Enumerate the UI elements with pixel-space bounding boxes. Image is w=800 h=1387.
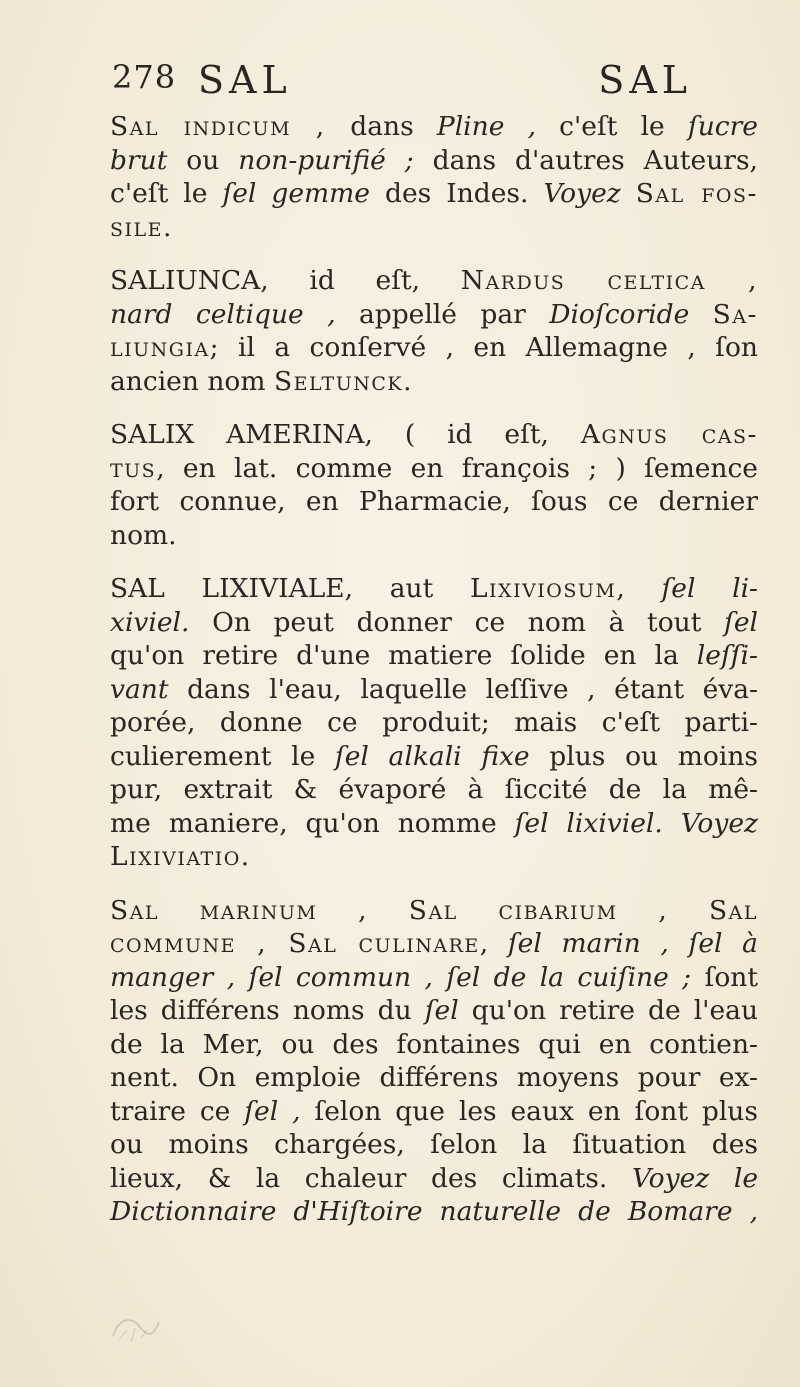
text-line: ancien nom Seltunck. xyxy=(110,365,413,397)
text-line: porée, donne ce produit; mais c'eſt parti- xyxy=(110,707,758,738)
text-line: SALIX AMERINA, ( id eſt, Agnus cas- xyxy=(110,419,758,450)
text-line: Lixiviatio. xyxy=(110,841,251,872)
text-line: ou moins chargées, ſelon la ſituation des xyxy=(110,1129,758,1160)
entry-sal-indicum xyxy=(110,110,758,244)
text-line: sile. xyxy=(110,211,173,243)
text-line: tus, en lat. comme en françois ; ) ſemence xyxy=(110,452,758,484)
text-line: nent. On emploie différens moyens pour ex- xyxy=(110,1062,758,1093)
text-line: qu'on retire d'une matiere ſolide en la leſſi- xyxy=(110,640,758,671)
running-header xyxy=(112,58,692,102)
header-left-word: SAL xyxy=(198,58,292,102)
text-line: fort connue, en Pharmacie, ſous ce dernier xyxy=(110,486,758,517)
page-number: 278 xyxy=(112,58,177,96)
text-line: Sal marinum , Sal cibarium , Sal xyxy=(110,894,758,926)
text-line: me maniere, qu'on nomme ſel lixiviel. Voyez xyxy=(110,807,758,839)
text-line: manger , ſel commun , ſel de la cuiſine ; ſont xyxy=(110,961,759,993)
entry-saliunca xyxy=(110,264,758,398)
text-line: culierement le ſel alkali fixe plus ou moins xyxy=(110,740,758,772)
text-line: Dictionnaire d'Hiſtoire naturelle de Bomare , xyxy=(110,1196,758,1227)
text-line: pur, extrait & évaporé à ſiccité de la mê- xyxy=(110,774,758,805)
text-line: SAL LIXIVIALE, aut Lixiviosum, ſel li- xyxy=(110,573,759,604)
text-line: vant dans l'eau, laquelle leſſive , étant éva- xyxy=(110,673,758,705)
text-line: les différens noms du ſel qu'on retire de l'eau xyxy=(110,995,759,1026)
text-line: c'eſt le ſel gemme des Indes. Voyez Sal fos- xyxy=(110,178,758,209)
entry-salix-amerina xyxy=(110,418,758,552)
header-right-word: SAL xyxy=(598,58,692,102)
text-line: commune , Sal culinare, ſel marin , ſel à xyxy=(110,928,758,959)
text-line: brut ou non-purifié ; dans d'autres Auteurs, xyxy=(110,144,758,176)
text-line: de la Mer, ou des fontaines qui en contien- xyxy=(110,1028,758,1060)
text-line: nom. xyxy=(110,519,177,551)
entry-sal-marinum xyxy=(110,894,758,1229)
text-line: lieux, & la chaleur des climats. Voyez le xyxy=(110,1162,758,1194)
text-body xyxy=(110,110,758,1229)
text-line: liungia; il a conſervé , en Allemagne , ſon xyxy=(110,332,758,363)
text-line: nard celtique , appellé par Dioſcoride Sa- xyxy=(110,298,759,330)
entry-sal-lixiviale xyxy=(110,572,758,874)
text-line: SALIUNCA, id eſt, Nardus celtica , xyxy=(110,265,758,296)
ink-smudge xyxy=(105,1308,165,1348)
text-line: xiviel. On peut donner ce nom à tout ſel xyxy=(110,606,758,638)
text-line: traire ce ſel , ſelon que les eaux en ſont plus xyxy=(110,1095,758,1127)
text-line: Sal indicum , dans Pline , c'eſt le ſucre xyxy=(110,111,758,142)
